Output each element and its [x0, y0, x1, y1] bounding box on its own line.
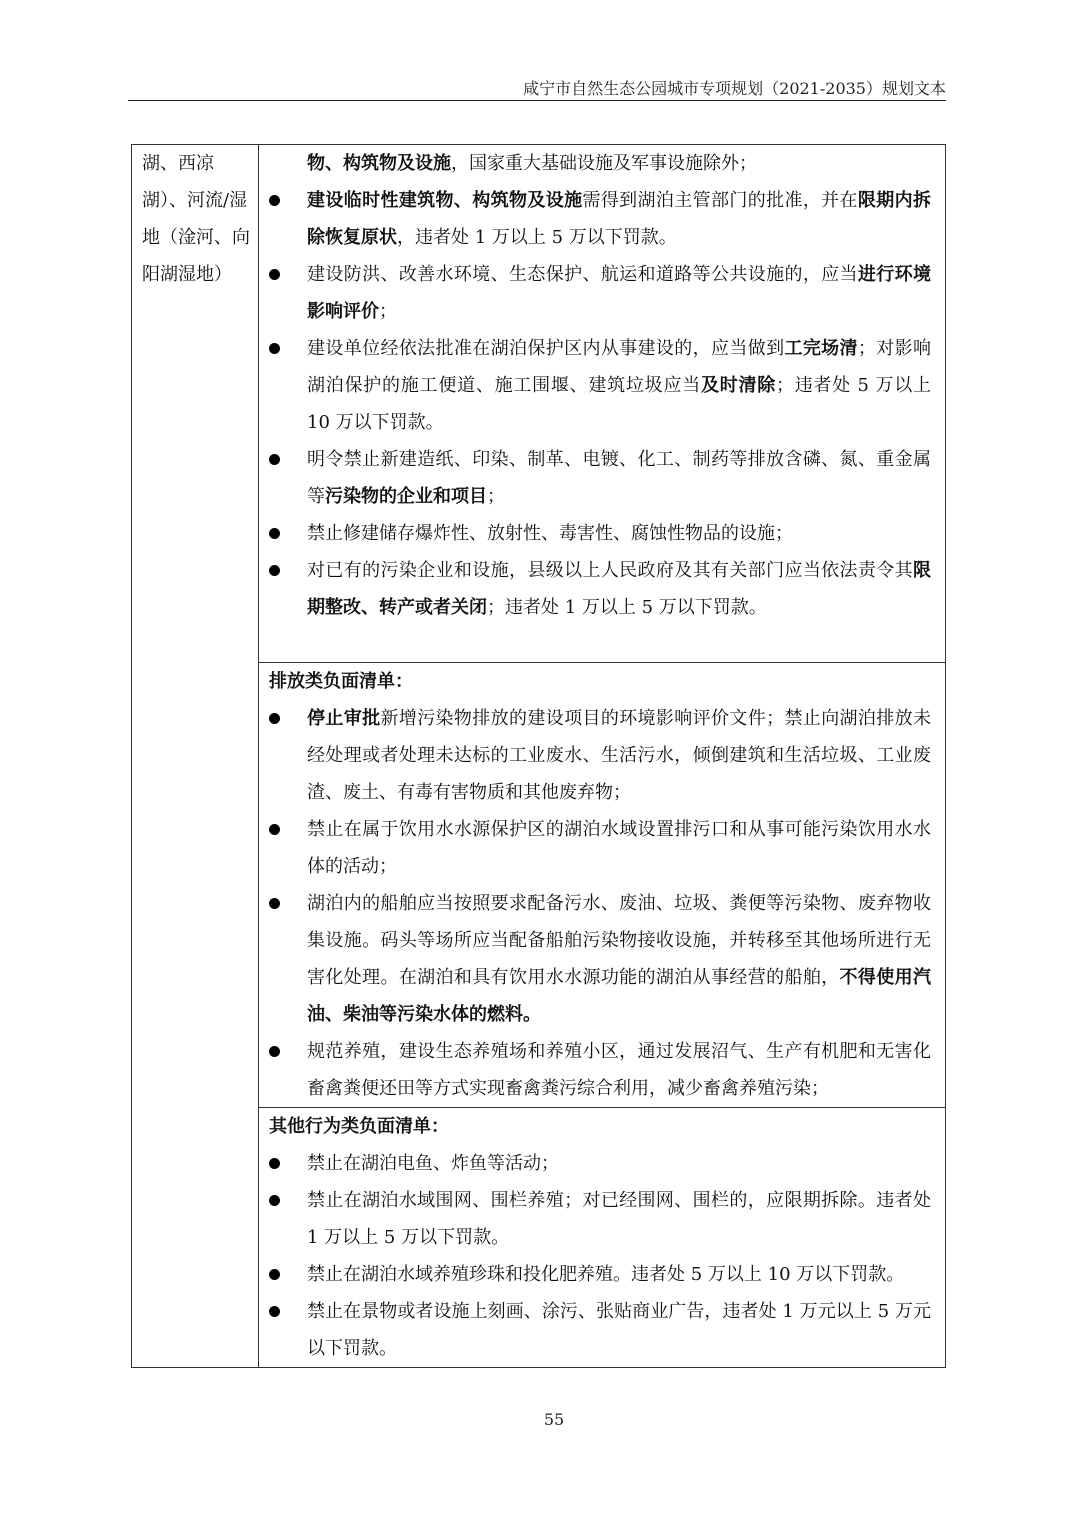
emphasis-text: 进行环境影响评价 [307, 264, 931, 322]
body-text: 规范养殖，建设生态养殖场和养殖小区，通过发展沼气、生产有机肥和无害化畜禽粪便还田等方式实现畜禽粪污综合利用，减少畜禽养殖污染； [307, 1041, 931, 1099]
body-text: 对已有的污染企业和设施，县级以上人民政府及其有关部门应当依法责令其 [307, 560, 913, 581]
list-item [269, 182, 931, 256]
bullet-dot-icon [269, 343, 280, 354]
list-item [269, 330, 931, 441]
body-text: ； [379, 301, 397, 322]
body-text: 建设单位经依法批准在湖泊保护区内从事建设的，应当做到 [307, 338, 785, 359]
bullet-dot-icon [269, 269, 280, 280]
other-behavior-list [269, 1145, 931, 1367]
other-behavior-section [259, 1108, 946, 1368]
list-item [269, 700, 931, 811]
emphasis-text: 停止审批 [307, 708, 381, 729]
emphasis-text: 物、构筑物及设施 [307, 153, 451, 174]
list-item [269, 1033, 931, 1107]
list-item [269, 441, 931, 515]
bullet-dot-icon [269, 528, 280, 539]
construction-list [259, 145, 945, 626]
emphasis-text: 限期整改、转产或者关闭 [307, 560, 931, 618]
body-text: 明令禁止新建造纸、印染、制革、电镀、化工、制药等排放含磷、氮、重金属等 [307, 449, 931, 507]
emphasis-text: 污染物的企业和项目 [325, 486, 487, 507]
body-text: 需得到湖泊主管部门的批准，并在 [582, 190, 858, 211]
list-item [269, 145, 931, 182]
emphasis-text: 不得使用汽油、柴油等污染水体的燃料。 [307, 967, 932, 1025]
discharge-list [269, 700, 931, 1107]
bullet-dot-icon [269, 1306, 280, 1317]
list-item [269, 515, 931, 552]
body-text: 禁止在景物或者设施上刻画、涂污、张贴商业广告，违者处 1 万元以上 5 万元以下罚款。 [307, 1301, 931, 1359]
protected-area-label: 湖、西凉湖）、河流/湿地（淦河、向阳湖湿地） [142, 153, 250, 285]
negative-list-table [131, 144, 946, 1368]
bullet-dot-icon [269, 1195, 280, 1206]
bullet-dot-icon [269, 454, 280, 465]
bullet-dot-icon [269, 565, 280, 576]
list-item [269, 1182, 931, 1256]
construction-section [259, 145, 946, 663]
bullet-dot-icon [269, 1269, 280, 1280]
list-item [269, 1256, 931, 1293]
body-text: ；违者处 1 万以上 5 万以下罚款。 [487, 597, 767, 618]
emphasis-text: 及时清除 [700, 375, 777, 396]
discharge-section-title: 排放类负面清单： [269, 671, 413, 692]
page-number: 55 [543, 1410, 565, 1429]
list-item [269, 1145, 931, 1182]
list-item [269, 811, 931, 885]
bullet-dot-icon [269, 195, 280, 206]
body-text: 禁止在湖泊电鱼、炸鱼等活动； [307, 1153, 559, 1174]
bullet-dot-icon [269, 898, 280, 909]
body-text: 禁止修建储存爆炸性、放射性、毒害性、腐蚀性物品的设施； [307, 523, 793, 544]
list-item [269, 885, 931, 1033]
header-divider [128, 100, 946, 101]
bullet-dot-icon [269, 1046, 280, 1057]
list-item [269, 256, 931, 330]
emphasis-text: 工完场清 [784, 338, 858, 359]
list-item [269, 552, 931, 626]
protected-area-cell [132, 145, 259, 1368]
bullet-dot-icon [269, 824, 280, 835]
body-text: 湖泊内的船舶应当按照要求配备污水、废油、垃圾、粪便等污染物、废弃物收集设施。码头等场所应当配备船舶污染物接收设施，并转移至其他场所进行无害化处理。在湖泊和具有饮用水水源功能的湖泊从事经营的船舶， [307, 893, 931, 988]
body-text: 新增污染物排放的建设项目的环境影响评价文件；禁止向湖泊排放未经处理或者处理未达标的工业废水、生活污水，倾倒建筑和生活垃圾、工业废渣、废土、有毒有害物质和其他废弃物； [307, 708, 932, 803]
body-text: 建设防洪、改善水环境、生态保护、航运和道路等公共设施的，应当 [307, 264, 858, 285]
body-text: 禁止在湖泊水域养殖珍珠和投化肥养殖。违者处 5 万以上 10 万以下罚款。 [307, 1264, 905, 1285]
body-text: ； [487, 486, 505, 507]
document-header-title: 咸宁市自然生态公园城市专项规划（2021-2035）规划文本 [523, 79, 946, 98]
bullet-dot-icon [269, 713, 280, 724]
list-item [269, 1293, 931, 1367]
body-text: ；对影响湖泊保护的施工便道、施工围堰、建筑垃圾应当 [307, 338, 932, 396]
body-text: 禁止在属于饮用水水源保护区的湖泊水域设置排污口和从事可能污染饮用水水体的活动； [307, 819, 931, 877]
bullet-dot-icon [269, 1158, 280, 1169]
body-text: 禁止在湖泊水域围网、围栏养殖；对已经围网、围栏的，应限期拆除。违者处 1 万以上 5 万以下罚款。 [307, 1190, 931, 1248]
body-text: ，违者处 1 万以上 5 万以下罚款。 [397, 227, 677, 248]
emphasis-text: 建设临时性建筑物、构筑物及设施 [307, 190, 583, 211]
body-text: ；违者处 5 万以上 10 万以下罚款。 [307, 375, 931, 433]
emphasis-text: 限期内拆除恢复原状 [307, 190, 931, 248]
other-behavior-section-title: 其他行为类负面清单： [269, 1116, 449, 1137]
discharge-section [259, 663, 946, 1108]
body-text: ，国家重大基础设施及军事设施除外； [451, 153, 757, 174]
